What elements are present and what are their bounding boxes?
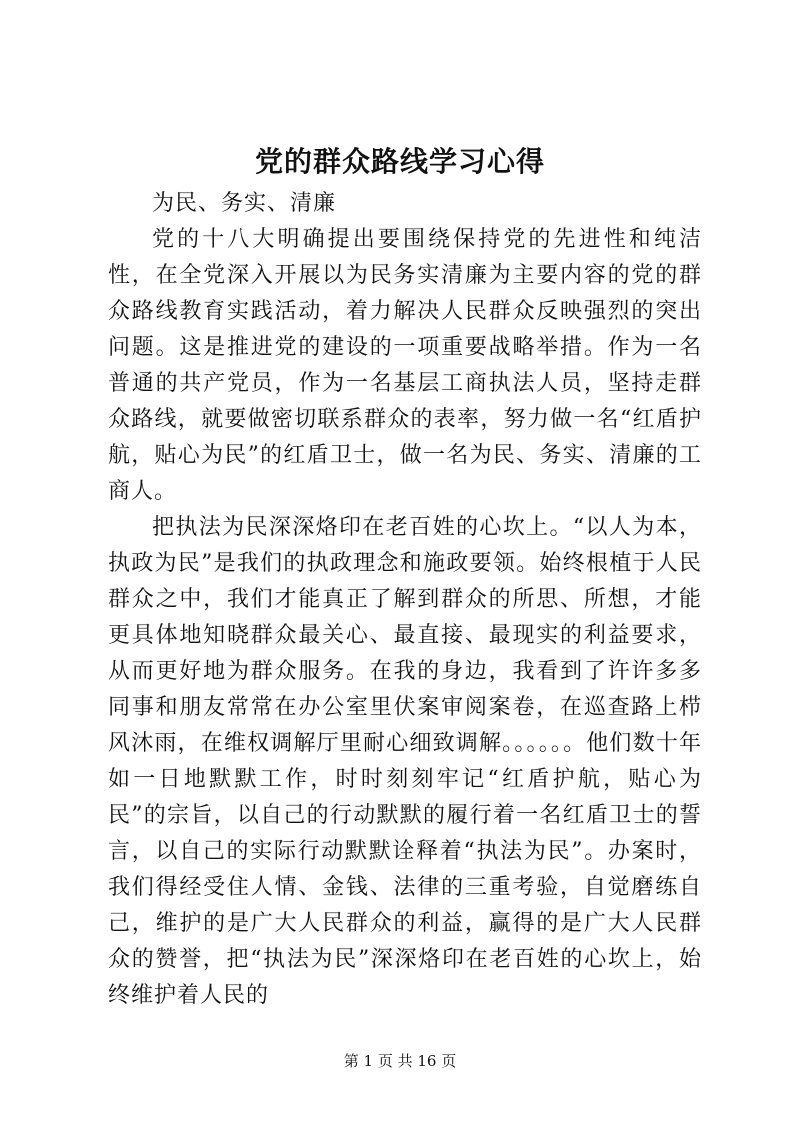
page-title: 党的群众路线学习心得 [254, 145, 545, 178]
document-subtitle: 为民、务实、清廉 [152, 191, 337, 216]
page-footer: 第 1 页 共 16 页 [343, 1052, 457, 1070]
paragraph-intro: 党的十八大明确提出要围绕保持党的先进性和纯洁性，在全党深入开展以为民务实清廉为主要内容的党的群众路线教育实践活动，着力解决人民群众反映强烈的突出问题。这是推进党的建设的一项重要战略举措。作为一名普通的共产党员，作为一名基层工商执法人员，坚持走群众路线，就要做密切联系群众的表率，努力做一名“红盾护航，贴心为民”的红盾卫士，做一名为民、务实、清廉的工商人。 [108, 227, 702, 504]
paragraph-law-enforcement: 把执法为民深深烙印在老百姓的心坎上。“以人为本，执政为民”是我们的执政理念和施政要领。始终根植于人民群众之中，我们才能真正了解到群众的所思、所想，才能更具体地知晓群众最关心、最直接、最现实的利益要求，从而更好地为群众服务。在我的身边，我看到了许许多多同事和朋友常常在办公室里伏案审阅案卷，在巡查路上栉风沐雨，在维权调解厅里耐心细致调解。。。。。。他们数十年如一日地默默工作，时时刻刻牢记“红盾护航，贴心为民”的宗旨，以自己的行动默默的履行着一名红盾卫士的誓言，以自己的实际行动默默诠释着“执法为民”。办案时，我们得经受住人情、金钱、法律的三重考验，自觉磨练自己，维护的是广大人民群众的利益，赢得的是广大人民群众的赞誉，把“执法为民”深深烙印在老百姓的心坎上，始终维护着人民的 [108, 515, 702, 1008]
document-body [108, 186, 702, 1014]
